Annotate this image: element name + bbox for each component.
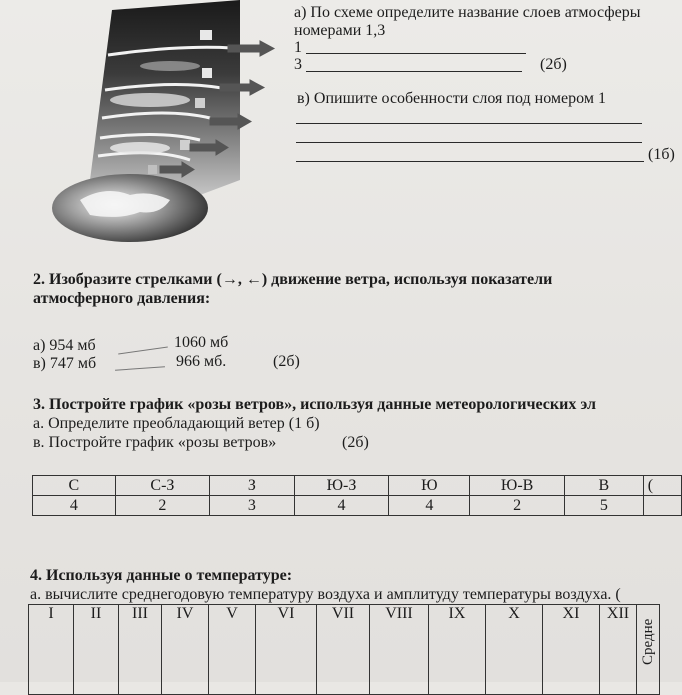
q1-b-text: в) Опишите особенности слоя под номером 1 bbox=[297, 90, 606, 107]
month-cell: III bbox=[119, 605, 162, 695]
wind-value-cell: 4 bbox=[33, 496, 116, 516]
wind-value-cell: 4 bbox=[389, 496, 470, 516]
q3-item-b: в. Постройте график «розы ветров» bbox=[33, 434, 277, 451]
wind-dir-cell: В bbox=[564, 476, 643, 496]
month-cell: V bbox=[209, 605, 256, 695]
month-cell: XI bbox=[543, 605, 600, 695]
wind-value-cell: 3 bbox=[210, 496, 295, 516]
wind-dir-cell: Ю bbox=[389, 476, 470, 496]
month-cell: XII bbox=[600, 605, 637, 695]
wind-value-cell: 2 bbox=[470, 496, 565, 516]
wind-value-cell bbox=[643, 496, 681, 516]
month-cell: VI bbox=[256, 605, 317, 695]
month-header-row bbox=[29, 605, 660, 695]
month-cell: IX bbox=[429, 605, 486, 695]
q4-title: 4. Используя данные о температуре: bbox=[30, 567, 293, 584]
month-cell: I bbox=[29, 605, 74, 695]
wind-rose-table bbox=[32, 475, 682, 516]
wind-dir-cell: ( bbox=[643, 476, 681, 496]
wind-dir-cell: З bbox=[210, 476, 295, 496]
month-cell: II bbox=[74, 605, 119, 695]
q2-a-left: а) 954 мб bbox=[33, 337, 96, 354]
temperature-table bbox=[28, 604, 660, 695]
wind-dir-cell: Ю-З bbox=[294, 476, 389, 496]
wind-value-cell: 5 bbox=[564, 496, 643, 516]
q2-points: (2б) bbox=[273, 353, 300, 370]
q2-a-arrow-line bbox=[118, 347, 168, 355]
wind-direction-row bbox=[33, 476, 682, 496]
q2-b-right: 966 мб. bbox=[176, 353, 227, 370]
wind-value-row bbox=[33, 496, 682, 516]
q1-a-points: (2б) bbox=[540, 56, 567, 73]
q1-a-text-line2: номерами 1,3 bbox=[294, 22, 386, 39]
q1-a-text-line1: а) По схеме определите название слоев атмосферы bbox=[294, 4, 641, 21]
q3-title: 3. Постройте график «розы ветров», используя данные метеорологических эл bbox=[33, 396, 596, 413]
q2-a-right: 1060 мб bbox=[174, 334, 229, 351]
q2-b-left: в) 747 мб bbox=[33, 355, 97, 372]
wind-dir-cell: Ю-В bbox=[470, 476, 565, 496]
annual-average-cell bbox=[637, 605, 660, 695]
wind-dir-cell: С-З bbox=[115, 476, 209, 496]
wind-value-cell: 4 bbox=[294, 496, 389, 516]
answer-line-1[interactable] bbox=[306, 53, 526, 54]
wind-dir-cell: С bbox=[33, 476, 116, 496]
month-cell: VIII bbox=[370, 605, 429, 695]
answer-line-3[interactable] bbox=[306, 71, 522, 72]
q4-item-a: а. вычислите среднегодовую температуру воздуха и амплитуду температуры воздуха. ( bbox=[30, 586, 621, 603]
month-cell: X bbox=[486, 605, 543, 695]
q3-item-a: а. Определите преобладающий ветер (1 б) bbox=[33, 415, 320, 432]
q2-title-line1: 2. Изобразите стрелками (→, ←) движение ветра, используя показатели bbox=[33, 271, 553, 288]
q2-title-line2: атмосферного давления: bbox=[33, 290, 211, 307]
month-cell: IV bbox=[162, 605, 209, 695]
answer-line-b1[interactable] bbox=[296, 123, 642, 124]
wind-value-cell: 2 bbox=[115, 496, 209, 516]
answer-line-b3[interactable] bbox=[296, 161, 644, 162]
answer-label-3: 3 bbox=[294, 56, 302, 73]
q3-item-b-points: (2б) bbox=[342, 434, 369, 451]
month-cell: VII bbox=[317, 605, 370, 695]
annual-average-label: Средне bbox=[640, 618, 656, 665]
q1-b-points: (1б) bbox=[648, 146, 675, 163]
answer-label-1: 1 bbox=[294, 39, 302, 56]
answer-line-b2[interactable] bbox=[296, 142, 642, 143]
q2-b-arrow-line bbox=[115, 366, 165, 370]
atmosphere-layers-diagram bbox=[50, 0, 280, 245]
